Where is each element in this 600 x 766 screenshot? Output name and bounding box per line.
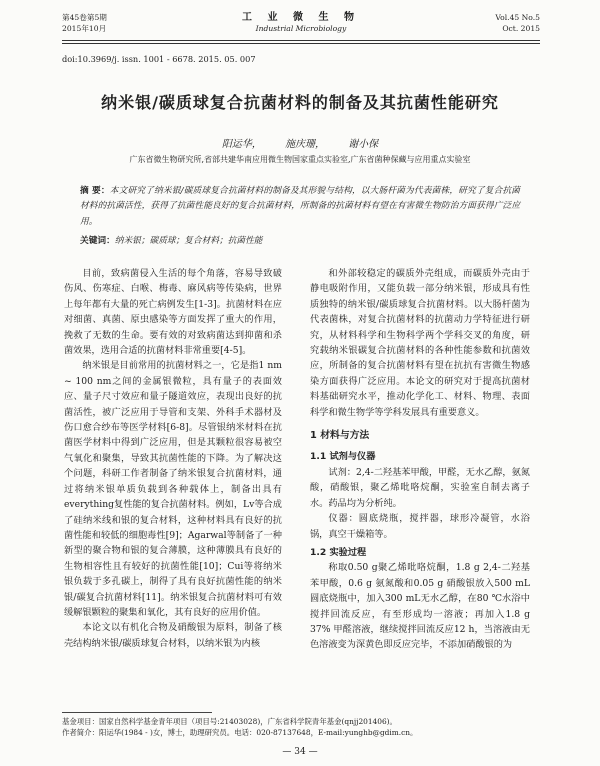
paragraph: 称取0.50 g聚乙烯吡咯烷酮，1.8 g 2,4-二羟基苯甲酸，0.6 g 氨氮酸和0.05 g 硝酸银放入500 mL圆底烧瓶中，加入300 mL无水乙醇，在80 ℃水浴中搅拌回流反应，有至形成均一溶液；再加入1.8 g 37% 甲醛溶液，继续搅拌回流反应12 h，当溶液由无色溶液变为深黄色即反应完毕，不添加硝酸银的为 — [310, 562, 530, 651]
section-heading: 1 材料与方法 — [310, 430, 370, 442]
header-rule-double — [62, 43, 540, 44]
journal-name-en: Industrial Microbiology — [255, 24, 347, 33]
paragraph: 试剂：2,4-二羟基苯甲酸，甲醛，无水乙醇，氨氮酸，硝酸银，聚乙烯吡咯烷酮，实验室自制去离子水。药品均为分析纯。 — [310, 466, 530, 509]
footnote — [62, 716, 540, 738]
abstract-label: 摘 要： — [80, 186, 110, 196]
funding-note: 基金项目：国家自然科学基金青年项目（项目号:21403028)，广东省科学院青年基金(qnjj201406)。 — [62, 717, 397, 726]
abstract — [80, 184, 520, 230]
abstract-text: 本文研究了纳米银/碳质球复合抗菌材料的制备及其形貌与结构，以大肠杆菌为代表菌株，研究了复合抗菌材料的抗菌活性，获得了抗菌性能良好的复合抗菌材料，所制备的抗菌材料有望在有害微生物防治方面获得广泛应用。 — [80, 186, 520, 227]
author-bio: 作者简介：阳运华(1984 - )女，博士，助理研究员。电话：020-87137648，E-mail:yunghb@gdim.cn。 — [62, 728, 418, 737]
journal-name-cn: 工 业 微 生 物 — [242, 12, 360, 23]
keywords — [80, 234, 520, 249]
subsection-heading: 1.1 试剂与仪器 — [310, 451, 376, 463]
running-header — [62, 12, 540, 42]
author-3: 谢小保 — [348, 139, 379, 150]
keywords-label: 关键词： — [80, 236, 115, 246]
header-center — [62, 12, 540, 34]
column-left — [64, 266, 282, 651]
author-list — [0, 135, 600, 150]
affiliation: 广东省微生物研究所,省部共建华南应用微生物国家重点实验室,广东省菌种保藏与应用重点实验室 — [129, 155, 471, 164]
header-right — [495, 12, 540, 34]
paragraph: 本论文以有机化合物及硝酸银为原料，制备了核壳结构纳米银/碳质球复合材料，以纳米银为内核 — [64, 622, 282, 649]
paragraph: 目前，致病菌侵入生活的每个角落，容易导致破伤风、伤寒症、白喉、梅毒、麻风病等传染病，世界上每年都有大量的死亡病例发生[1-3]。抗菌材料在应对细菌、真菌、原虫感染等方面发挥了重大的作用，挽救了无数的生命。要有效的对致病菌达到抑菌和杀菌效果，选用合适的抗菌材料非常重要[4-5]。 — [64, 268, 282, 357]
issue-date-en: Oct. 2015 — [502, 24, 540, 33]
keywords-text: 纳米银；碳质球；复合材料；抗菌性能 — [114, 236, 263, 246]
footnote-rule — [62, 712, 212, 713]
doi: doi:10.3969/j. issn. 1001 - 6678. 2015. 05. 007 — [62, 54, 256, 64]
volume-issue: 第45卷第5期 — [62, 13, 107, 22]
subsection-heading: 1.2 实验过程 — [310, 546, 367, 558]
author-1: 阳运华， — [221, 139, 262, 150]
paragraph: 纳米银是目前常用的抗菌材料之一，它是指1 nm ~ 100 nm之间的金属银微粒，具有量子的表面效应、量子尺寸效应和量子隧道效应，表现出良好的抗菌活性，被广泛应用于导管和支架、外科手术器材及伤口愈合纱布等医学材料[6-8]。尽管银纳米材料在抗菌医学材料中得到广泛应用，但是其颗粒很容易被空气氧化和聚集，导致其抗菌性能的下降。为了解决这个问题，科研工作者制备了纳米银复合抗菌材料，通过将纳米银单质负载到各种载体上，制备出具有everything复性能的复合抗菌材料。例如，Lv等合成了硅纳米线和银的复合材料，这种材料具有良好的抗菌性能和较低的细胞毒性[9]；Agarwal等制备了一种新型的聚合物和银的复合薄膜，这种薄膜具有良好的生物相容性且有较好的抗菌性能[10]；Cui等将纳米银负载于多孔碳上，制得了具有良好抗菌性能的纳米银/碳复合抗菌材料[11]。纳米银复合抗菌材料可有效缓解银颗粒的聚集和氧化，其有良好的应用价值。 — [64, 360, 282, 618]
page-number: — 34 — — [282, 747, 318, 757]
volume-issue-en: Vol.45 No.5 — [495, 13, 540, 22]
author-2: 施庆珊， — [285, 139, 325, 150]
paragraph: 和外部较稳定的碳质外壳组成，而碳质外壳由于静电吸附作用，又能负载一部分纳米银，形成具有性质独特的纳米银/碳质球复合抗菌材料。以大肠杆菌为代表菌株，对复合抗菌材料的抗菌动力学特征进行研究，从材料科学和生物科学两个学科交叉的角度，研究载纳米银碳复合抗菌材料的各种性能参数和抗菌效应，所制备的复合抗菌材料有望在抗抗有害微生物感染方面获得广泛应用。本论文的研究对于提高抗菌材料基础研究水平，推动化学化工、材料、物理、表面科学和微生物学等学科发展具有重要意义。 — [310, 268, 530, 418]
paragraph: 仪器：圆底烧瓶，搅拌器，球形冷凝管，水浴锅，真空干燥箱等。 — [310, 513, 530, 540]
issue-date: 2015年10月 — [62, 24, 107, 33]
article-title: 纳米银/碳质球复合抗菌材料的制备及其抗菌性能研究 — [101, 93, 499, 112]
column-right — [310, 266, 530, 653]
header-rule — [62, 40, 540, 41]
